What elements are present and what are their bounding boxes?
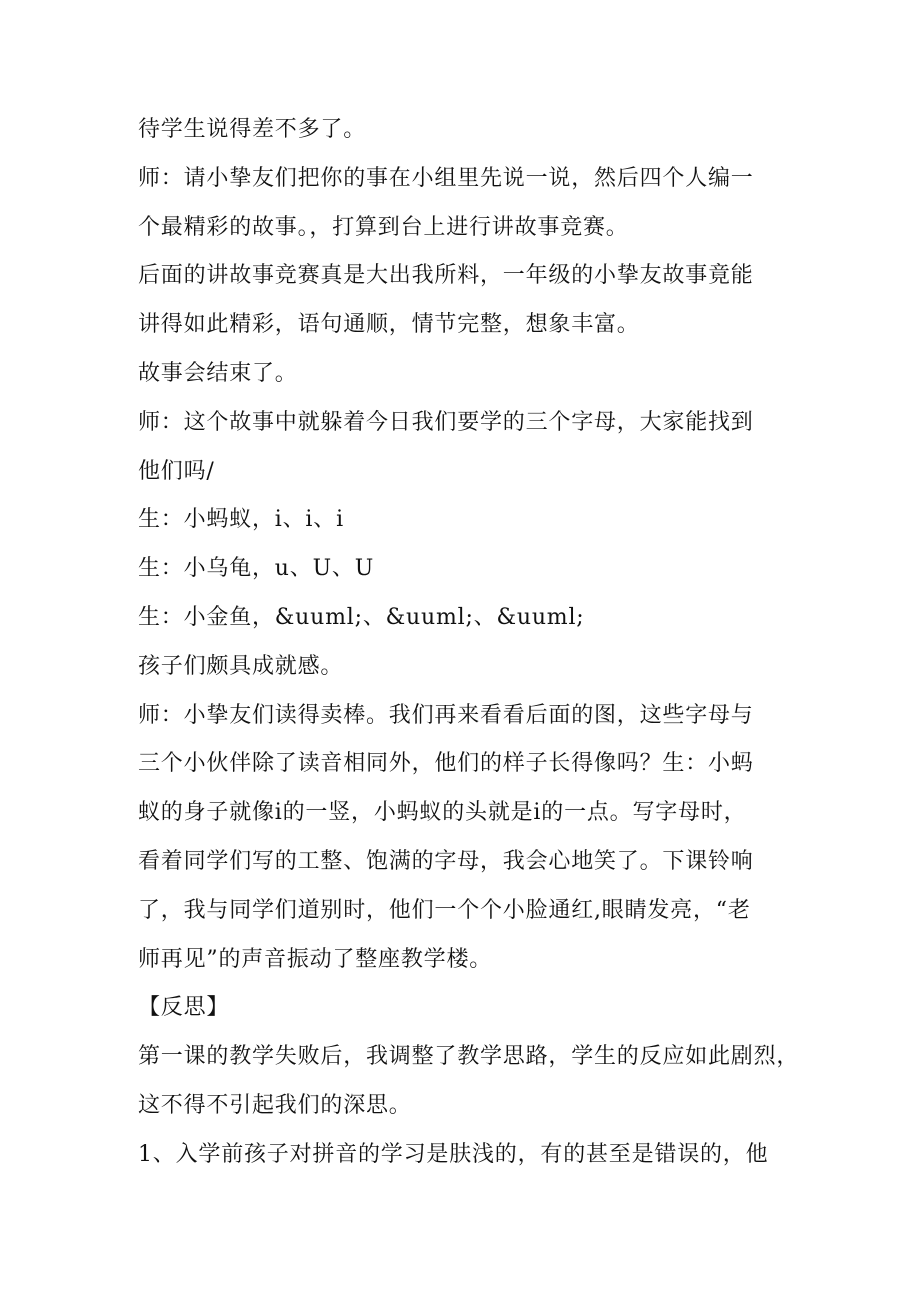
text-line: 孩子们颇具成就感。 xyxy=(138,653,344,679)
text-line: 师：请小挚友们把你的事在小组里先说一说，然后四个人编一 xyxy=(138,165,754,191)
text-line: 这不得不引起我们的深思。 xyxy=(138,1092,412,1118)
document-body xyxy=(138,106,800,1180)
text-line: 看着同学们写的工整、饱满的字母，我会心地笑了。下课铃响 xyxy=(138,848,754,874)
text-line: 1、入学前孩子对拼音的学习是肤浅的，有的甚至是错误的，他 xyxy=(138,1141,769,1167)
text-line: 故事会结束了。 xyxy=(138,360,298,386)
text-line: 他们吗/ xyxy=(138,458,215,484)
text-line: 后面的讲故事竞赛真是大出我所料，一年级的小挚友故事竟能 xyxy=(138,263,754,289)
text-line: 生：小蚂蚁，i、i、i xyxy=(138,507,344,533)
text-line: 生：小乌龟，u、U、U xyxy=(138,556,375,582)
text-line: 师：小挚友们读得卖棒。我们再来看看后面的图，这些字母与 xyxy=(138,702,754,728)
text-line: 蚁的身子就像i的一竖，小蚂蚁的头就是i的一点。写字母时， xyxy=(138,800,747,826)
text-line: 三个小伙伴除了读音相同外，他们的样子长得像吗？生：小蚂 xyxy=(138,751,754,777)
section-heading: 【反思】 xyxy=(138,995,230,1021)
text-line: 待学生说得差不多了。 xyxy=(138,117,367,142)
text-line: 第一课的教学失败后，我调整了教学思路，学生的反应如此剧烈， xyxy=(138,1044,800,1070)
text-line: 个最精彩的故事。，打算到台上进行讲故事竞赛。 xyxy=(138,214,629,240)
text-line: 师再见”的声音振动了整座教学楼。 xyxy=(138,946,493,972)
text-line: 生：小金鱼，&uuml;、&uuml;、&uuml; xyxy=(138,604,585,630)
text-line: 讲得如此精彩，语句通顺，情节完整，想象丰富。 xyxy=(138,312,640,338)
text-line: 了，我与同学们道别时，他们一个个小脸通红,眼睛发亮，“老 xyxy=(138,897,751,923)
text-line: 师：这个故事中就躲着今日我们要学的三个字母，大家能找到 xyxy=(138,409,754,435)
